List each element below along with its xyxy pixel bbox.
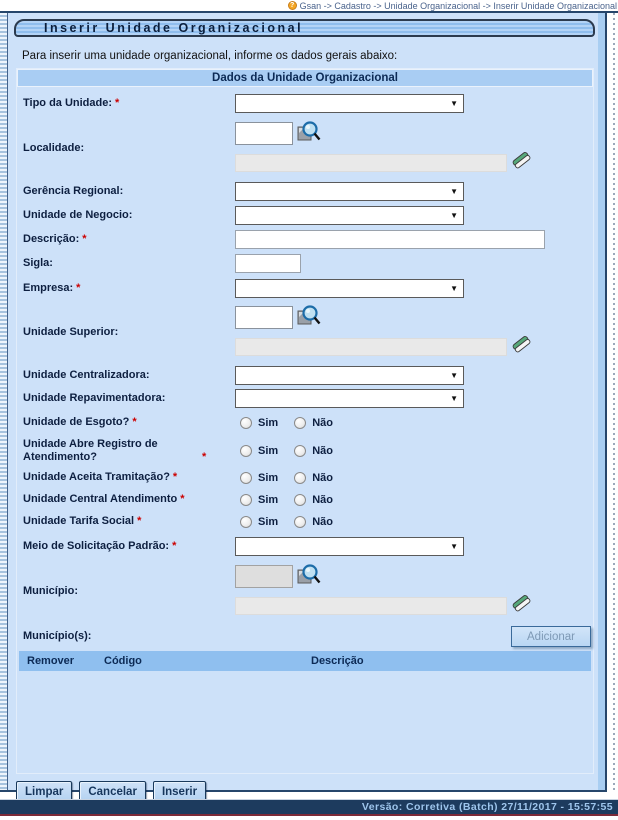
unidade-tarifa-social-label: Unidade Tarifa Social [23, 515, 135, 527]
unidade-superior-input[interactable] [235, 306, 293, 329]
unidade-central-atendimento-label: Unidade Central Atendimento [23, 493, 178, 505]
unidade-repavimentadora-label: Unidade Repavimentadora: [23, 392, 166, 404]
central-atendimento-nao-radio[interactable] [294, 494, 306, 506]
meio-solicitacao-row [17, 537, 593, 556]
gerencia-regional-row [17, 182, 593, 201]
chevron-down-icon: ▼ [450, 284, 458, 293]
municipios-table-header [19, 651, 591, 671]
sigla-input[interactable] [235, 254, 301, 273]
nao-label: Não [312, 493, 333, 506]
help-icon[interactable]: ? [288, 1, 297, 10]
unidade-negocio-select[interactable] [235, 206, 464, 225]
inserir-button[interactable]: Inserir [153, 781, 206, 802]
tipo-unidade-row [17, 94, 593, 113]
chevron-down-icon: ▼ [450, 99, 458, 108]
required-marker: * [76, 282, 81, 294]
unidade-negocio-label: Unidade de Negocio: [23, 209, 133, 221]
gerencia-regional-label: Gerência Regional: [23, 185, 124, 197]
chevron-down-icon: ▼ [450, 187, 458, 196]
unidade-centralizadora-select[interactable] [235, 366, 464, 385]
version-text: Versão: Corretiva (Batch) 27/11/2017 - 15:57:55 [361, 801, 613, 813]
column-header-remover: Remover [27, 655, 75, 667]
municipios-table-body [19, 671, 591, 773]
search-icon[interactable] [297, 563, 321, 590]
localidade-input[interactable] [235, 122, 293, 145]
required-marker: * [202, 451, 207, 463]
abre-registro-sim-radio[interactable] [240, 445, 252, 457]
nao-label: Não [312, 445, 333, 457]
unidade-central-atendimento-row [17, 493, 593, 506]
unidade-abre-registro-label: Unidade Abre Registro de Atendimento? [23, 438, 158, 463]
unidade-esgoto-radio-group [235, 417, 333, 429]
window-edge-decoration [613, 13, 615, 792]
unidade-tarifa-social-radio-group [235, 516, 333, 528]
nao-label: Não [312, 416, 333, 429]
cancelar-button[interactable]: Cancelar [79, 781, 146, 802]
unidade-esgoto-row [17, 416, 593, 429]
municipios-row [17, 626, 593, 647]
adicionar-button[interactable]: Adicionar [511, 626, 591, 647]
esgoto-sim-radio[interactable] [240, 417, 252, 429]
municipio-input [235, 565, 293, 588]
required-marker: * [172, 471, 178, 483]
required-marker: * [82, 233, 87, 245]
empresa-row [17, 279, 593, 298]
aceita-tramitacao-nao-radio[interactable] [294, 472, 306, 484]
tarifa-social-nao-radio[interactable] [294, 516, 306, 528]
window-left-stripe [0, 13, 8, 790]
chevron-down-icon: ▼ [450, 371, 458, 380]
abre-registro-nao-radio[interactable] [294, 445, 306, 457]
eraser-icon[interactable] [511, 333, 533, 360]
unidade-abre-registro-row [17, 438, 593, 464]
limpar-button[interactable]: Limpar [16, 781, 72, 802]
meio-solicitacao-select[interactable] [235, 537, 464, 556]
search-icon[interactable] [297, 304, 321, 331]
descricao-row [17, 230, 593, 249]
sim-label: Sim [258, 515, 279, 528]
municipios-table [19, 651, 591, 773]
tipo-unidade-label: Tipo da Unidade: [23, 97, 113, 109]
municipio-description-field [235, 597, 507, 615]
unidade-centralizadora-row [17, 366, 593, 385]
esgoto-nao-radio[interactable] [294, 417, 306, 429]
column-header-codigo: Código [104, 655, 142, 667]
required-marker: * [172, 540, 177, 552]
chevron-down-icon: ▼ [450, 542, 458, 551]
sigla-row [17, 254, 593, 273]
window-right-strip [598, 13, 605, 790]
unidade-aceita-tramitacao-radio-group [235, 472, 333, 484]
localidade-row [17, 120, 593, 176]
unidade-abre-registro-radio-group [235, 445, 333, 457]
page-title-bar [14, 19, 595, 37]
sim-label: Sim [258, 445, 279, 457]
central-atendimento-sim-radio[interactable] [240, 494, 252, 506]
eraser-icon[interactable] [511, 149, 533, 176]
empresa-label: Empresa: [23, 282, 74, 294]
sim-label: Sim [258, 471, 279, 484]
localidade-label: Localidade: [23, 141, 85, 154]
aceita-tramitacao-sim-radio[interactable] [240, 472, 252, 484]
column-header-descricao: Descrição [311, 655, 364, 667]
breadcrumb-bar [0, 0, 618, 11]
municipio-row [17, 563, 593, 619]
form-box [16, 68, 594, 774]
sim-label: Sim [258, 416, 279, 429]
required-marker: * [115, 97, 120, 109]
breadcrumb: Gsan -> Cadastro -> Unidade Organizacional -> Inserir Unidade Organizacional [299, 0, 617, 11]
unidade-repavimentadora-select[interactable] [235, 389, 464, 408]
unidade-central-atendimento-radio-group [235, 494, 333, 506]
gerencia-regional-select[interactable] [235, 182, 464, 201]
unidade-tarifa-social-row [17, 515, 593, 528]
descricao-label: Descrição: [23, 233, 80, 245]
sim-label: Sim [258, 493, 279, 506]
municipio-label: Município: [23, 584, 78, 597]
section-header: Dados da Unidade Organizacional [17, 69, 593, 87]
required-marker: * [132, 416, 137, 428]
unidade-esgoto-label: Unidade de Esgoto? [23, 416, 130, 428]
localidade-description-field [235, 154, 507, 172]
chevron-down-icon: ▼ [450, 394, 458, 403]
required-marker: * [137, 515, 142, 527]
unidade-superior-label: Unidade Superior: [23, 325, 119, 338]
meio-solicitacao-label: Meio de Solicitação Padrão: [23, 540, 170, 552]
tarifa-social-sim-radio[interactable] [240, 516, 252, 528]
gsan-window [0, 13, 607, 798]
unidade-superior-row [17, 304, 593, 360]
nao-label: Não [312, 471, 333, 484]
intro-text: Para inserir uma unidade organizacional, informe os dados gerais abaixo: [22, 50, 398, 62]
sigla-label: Sigla: [23, 257, 53, 269]
unidade-aceita-tramitacao-row [17, 471, 593, 484]
eraser-icon[interactable] [511, 592, 533, 619]
unidade-superior-description-field [235, 338, 507, 356]
nao-label: Não [312, 515, 333, 528]
required-marker: * [180, 493, 185, 505]
chevron-down-icon: ▼ [450, 211, 458, 220]
unidade-aceita-tramitacao-label: Unidade Aceita Tramitação? [23, 471, 170, 483]
page-title: Inserir Unidade Organizacional [44, 21, 304, 35]
search-icon[interactable] [297, 120, 321, 147]
tipo-unidade-select[interactable] [235, 94, 464, 113]
version-footer [0, 799, 618, 816]
unidade-centralizadora-label: Unidade Centralizadora: [23, 369, 150, 381]
unidade-negocio-row [17, 206, 593, 225]
descricao-input[interactable] [235, 230, 545, 249]
unidade-repavimentadora-row [17, 389, 593, 408]
municipios-label: Município(s): [23, 630, 92, 642]
empresa-select[interactable] [235, 279, 464, 298]
